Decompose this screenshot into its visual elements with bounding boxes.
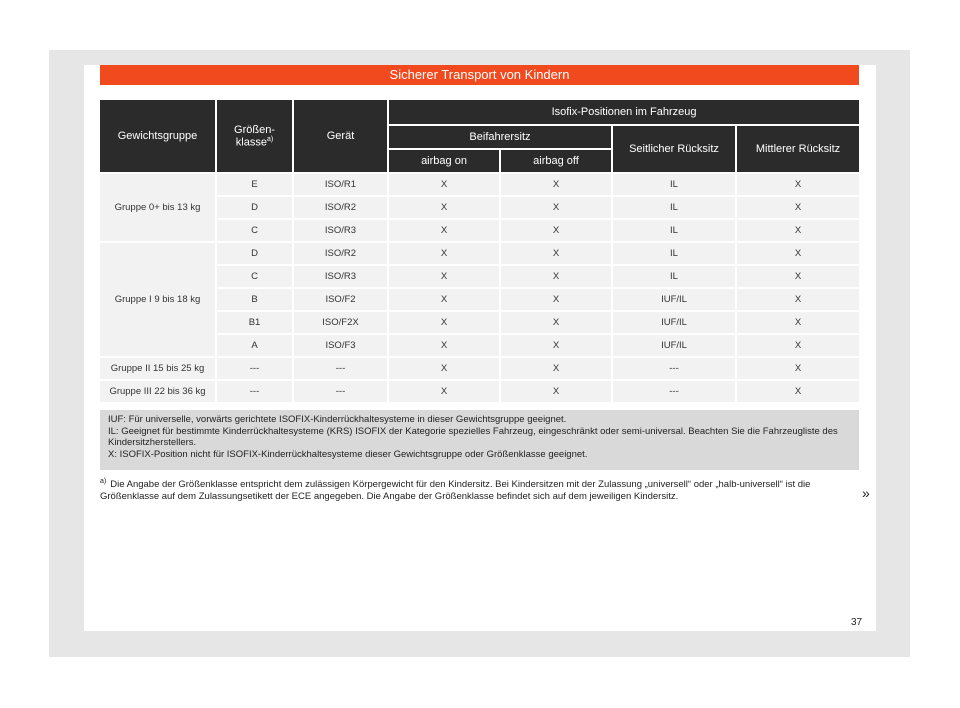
footnote-mark: a) — [100, 478, 107, 485]
cell-groessenklasse: B1 — [217, 312, 294, 335]
cell-seitlicher: IL — [613, 243, 737, 266]
cell-airbag-off: X — [501, 312, 613, 335]
cell-seitlicher: IUF/IL — [613, 312, 737, 335]
cell-geraet: ISO/R1 — [294, 174, 389, 197]
cell-airbag-off: X — [501, 358, 613, 381]
cell-airbag-on: X — [389, 289, 501, 312]
cell-mittlerer: X — [737, 312, 859, 335]
header-beifahrersitz: Beifahrersitz — [389, 126, 613, 150]
header-gewichtsgruppe: Gewichtsgruppe — [100, 100, 217, 174]
cell-airbag-off: X — [501, 243, 613, 266]
legend-line: Kindersitzherstellers. — [108, 437, 197, 448]
cell-airbag-off: X — [501, 266, 613, 289]
page-number: 37 — [851, 617, 863, 628]
cell-seitlicher: IL — [613, 174, 737, 197]
header-groessen-line1: Größen- — [234, 123, 275, 136]
table-row — [100, 174, 859, 197]
header-airbag-off: airbag off — [501, 150, 613, 174]
cell-groessenklasse: E — [217, 174, 294, 197]
cell-airbag-on: X — [389, 197, 501, 220]
cell-groessenklasse: A — [217, 335, 294, 358]
cell-geraet: ISO/R2 — [294, 243, 389, 266]
cell-seitlicher: IL — [613, 266, 737, 289]
table-row — [100, 358, 859, 381]
cell-mittlerer: X — [737, 335, 859, 358]
cell-seitlicher: --- — [613, 358, 737, 381]
legend-line: IL: Geeignet für bestimmte Kinderrückhaltesysteme (KRS) ISOFIX der Kategorie spezielles Fahrzeug, eingeschränkt oder semi-universal. Beachten Sie die Fahrzeugliste des — [108, 425, 838, 437]
cell-groessenklasse: D — [217, 243, 294, 266]
cell-seitlicher: --- — [613, 381, 737, 404]
header-seitlicher-ruecksitz: Seitlicher Rücksitz — [613, 126, 737, 174]
cell-geraet: --- — [294, 358, 389, 381]
cell-mittlerer: X — [737, 358, 859, 381]
cell-groessenklasse: B — [217, 289, 294, 312]
header-groessenklasse — [217, 100, 294, 174]
header-isofix: Isofix-Positionen im Fahrzeug — [389, 100, 859, 126]
cell-seitlicher: IL — [613, 197, 737, 220]
footnote-line1: Die Angabe der Größenklasse entspricht dem zulässigen Körpergewicht für den Kindersitz. Bei Kindersitzen mit der Zulassung „universell“ oder „halb-universell“ ist die — [110, 479, 811, 491]
cell-gewichtsgruppe: Gruppe II 15 bis 25 kg — [100, 358, 217, 381]
cell-mittlerer: X — [737, 289, 859, 312]
cell-airbag-on: X — [389, 243, 501, 266]
cell-airbag-on: X — [389, 266, 501, 289]
cell-mittlerer: X — [737, 381, 859, 404]
table-row — [100, 381, 859, 404]
cell-airbag-off: X — [501, 197, 613, 220]
legend-box — [100, 410, 859, 470]
cell-airbag-on: X — [389, 381, 501, 404]
cell-airbag-off: X — [501, 174, 613, 197]
footnote-line2: Größenklasse auf dem Zulassungsetikett der ECE angegeben. Die Angabe der Größenklasse befindet sich auf dem jeweiligen Kindersitz. — [100, 491, 679, 503]
cell-airbag-off: X — [501, 289, 613, 312]
cell-geraet: ISO/R3 — [294, 266, 389, 289]
cell-airbag-on: X — [389, 220, 501, 243]
cell-seitlicher: IUF/IL — [613, 289, 737, 312]
cell-airbag-off: X — [501, 335, 613, 358]
cell-mittlerer: X — [737, 243, 859, 266]
cell-mittlerer: X — [737, 220, 859, 243]
header-groessen-sup: a) — [266, 135, 274, 143]
header-airbag-on: airbag on — [389, 150, 501, 174]
cell-groessenklasse: --- — [217, 381, 294, 404]
header-geraet: Gerät — [294, 100, 389, 174]
cell-mittlerer: X — [737, 266, 859, 289]
cell-airbag-off: X — [501, 381, 613, 404]
cell-geraet: ISO/R3 — [294, 220, 389, 243]
legend-line: IUF: Für universelle, vorwärts gerichtete ISOFIX-Kinderrückhaltesysteme in dieser Gewichtsgruppe geeignet. — [108, 414, 567, 425]
cell-seitlicher: IL — [613, 220, 737, 243]
cell-seitlicher: IUF/IL — [613, 335, 737, 358]
header-groessen-line2: klasse — [235, 136, 267, 149]
legend-line: X: ISOFIX-Position nicht für ISOFIX-Kinderrückhaltesysteme dieser Gewichtsgruppe oder Größenklasse geeignet. — [108, 448, 588, 460]
cell-groessenklasse: C — [217, 266, 294, 289]
cell-geraet: ISO/F2 — [294, 289, 389, 312]
cell-gewichtsgruppe: Gruppe 0+ bis 13 kg — [100, 174, 217, 243]
cell-airbag-off: X — [501, 220, 613, 243]
cell-geraet: ISO/F3 — [294, 335, 389, 358]
cell-gewichtsgruppe: Gruppe III 22 bis 36 kg — [100, 381, 217, 404]
cell-airbag-on: X — [389, 174, 501, 197]
table-row — [100, 243, 859, 266]
cell-groessenklasse: C — [217, 220, 294, 243]
cell-groessenklasse: --- — [217, 358, 294, 381]
cell-airbag-on: X — [389, 335, 501, 358]
table-body — [100, 174, 859, 404]
footnote — [100, 476, 840, 503]
cell-geraet: ISO/F2X — [294, 312, 389, 335]
header-mittlerer-ruecksitz: Mittlerer Rücksitz — [737, 126, 859, 174]
continue-marker: » — [862, 485, 870, 501]
cell-geraet: ISO/R2 — [294, 197, 389, 220]
cell-geraet: --- — [294, 381, 389, 404]
cell-airbag-on: X — [389, 312, 501, 335]
cell-airbag-on: X — [389, 358, 501, 381]
cell-mittlerer: X — [737, 174, 859, 197]
cell-groessenklasse: D — [217, 197, 294, 220]
cell-gewichtsgruppe: Gruppe I 9 bis 18 kg — [100, 243, 217, 358]
isofix-table — [100, 100, 859, 404]
section-title: Sicherer Transport von Kindern — [100, 65, 859, 85]
cell-mittlerer: X — [737, 197, 859, 220]
